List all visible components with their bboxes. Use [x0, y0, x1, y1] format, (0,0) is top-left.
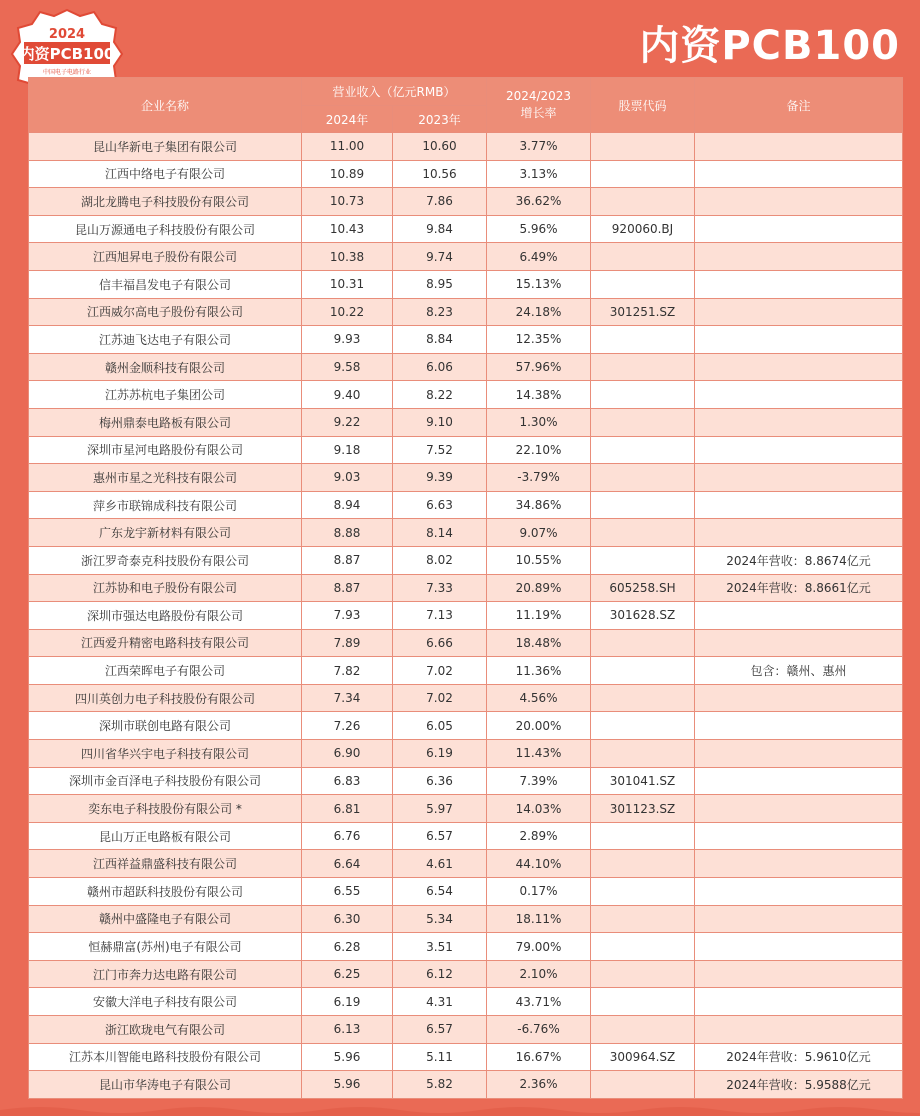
table-row: [29, 574, 903, 602]
note-cell: [695, 933, 903, 961]
note-cell: [695, 353, 903, 381]
company-cell: 赣州金顺科技有限公司: [29, 353, 302, 381]
revenue-2024-cell: 6.30: [302, 905, 393, 933]
revenue-2024-cell: 10.43: [302, 215, 393, 243]
table-row: [29, 243, 903, 271]
table-row: [29, 546, 903, 574]
note-cell: [695, 988, 903, 1016]
company-cell: 奕东电子科技股份有限公司 *: [29, 795, 302, 823]
stock-code-cell: [591, 740, 695, 768]
note-cell: [695, 491, 903, 519]
note-cell: [695, 326, 903, 354]
growth-cell: 24.18%: [487, 298, 591, 326]
stock-code-cell: [591, 850, 695, 878]
company-cell: 深圳市金百泽电子科技股份有限公司: [29, 767, 302, 795]
revenue-2024-cell: 9.93: [302, 326, 393, 354]
note-cell: [695, 795, 903, 823]
revenue-2023-cell: 8.02: [393, 546, 487, 574]
bottom-wave-decoration: [0, 1104, 920, 1116]
company-cell: 江西祥益鼎盛科技有限公司: [29, 850, 302, 878]
note-cell: [695, 1016, 903, 1044]
revenue-2023-cell: 5.97: [393, 795, 487, 823]
revenue-2024-cell: 10.22: [302, 298, 393, 326]
company-cell: 信丰福昌发电子有限公司: [29, 270, 302, 298]
table-row: [29, 491, 903, 519]
note-cell: [695, 270, 903, 298]
growth-cell: 3.77%: [487, 133, 591, 161]
revenue-2023-cell: 7.02: [393, 684, 487, 712]
revenue-2023-cell: 6.12: [393, 960, 487, 988]
note-cell: [695, 436, 903, 464]
revenue-2024-cell: 8.94: [302, 491, 393, 519]
stock-code-cell: 301041.SZ: [591, 767, 695, 795]
page-title: 内资PCB100: [639, 23, 900, 69]
table-row: [29, 1043, 903, 1071]
company-cell: 深圳市强达电路股份有限公司: [29, 602, 302, 630]
revenue-2023-cell: 3.51: [393, 933, 487, 961]
company-cell: 萍乡市联锦成科技有限公司: [29, 491, 302, 519]
revenue-2024-cell: 6.76: [302, 822, 393, 850]
note-cell: [695, 243, 903, 271]
growth-cell: 7.39%: [487, 767, 591, 795]
revenue-2024-cell: 6.19: [302, 988, 393, 1016]
stock-code-cell: [591, 1016, 695, 1044]
revenue-table: [28, 77, 903, 1099]
note-cell: [695, 381, 903, 409]
revenue-2024-cell: 10.31: [302, 270, 393, 298]
revenue-2024-cell: 6.55: [302, 878, 393, 906]
stock-code-cell: [591, 933, 695, 961]
revenue-2024-cell: 10.38: [302, 243, 393, 271]
table-row: [29, 629, 903, 657]
header-stock: 股票代码: [591, 78, 695, 133]
badge-sub1: 中国电子电路行业: [42, 69, 92, 76]
stock-code-cell: [591, 988, 695, 1016]
note-cell: [695, 188, 903, 216]
stock-code-cell: [591, 464, 695, 492]
growth-cell: 2.36%: [487, 1071, 591, 1099]
table-row: [29, 160, 903, 188]
growth-cell: 18.48%: [487, 629, 591, 657]
revenue-2024-cell: 7.34: [302, 684, 393, 712]
company-cell: 江西荣晖电子有限公司: [29, 657, 302, 685]
revenue-2024-cell: 9.40: [302, 381, 393, 409]
growth-cell: 11.43%: [487, 740, 591, 768]
table-row: [29, 850, 903, 878]
revenue-2023-cell: 6.05: [393, 712, 487, 740]
revenue-2023-cell: 9.84: [393, 215, 487, 243]
note-cell: [695, 740, 903, 768]
company-cell: 湖北龙腾电子科技股份有限公司: [29, 188, 302, 216]
growth-cell: 36.62%: [487, 188, 591, 216]
note-cell: [695, 298, 903, 326]
growth-cell: 6.49%: [487, 243, 591, 271]
note-cell: 2024年营收：5.9610亿元: [695, 1043, 903, 1071]
revenue-2024-cell: 6.64: [302, 850, 393, 878]
table-row: [29, 1071, 903, 1099]
stock-code-cell: [591, 326, 695, 354]
stock-code-cell: [591, 491, 695, 519]
header-2023: 2023年: [393, 106, 487, 133]
table-row: [29, 905, 903, 933]
note-cell: [695, 215, 903, 243]
note-cell: [695, 905, 903, 933]
revenue-2024-cell: 11.00: [302, 133, 393, 161]
note-cell: [695, 160, 903, 188]
revenue-2023-cell: 8.22: [393, 381, 487, 409]
company-cell: 深圳市联创电路有限公司: [29, 712, 302, 740]
revenue-2023-cell: 7.02: [393, 657, 487, 685]
growth-cell: 16.67%: [487, 1043, 591, 1071]
table-row: [29, 602, 903, 630]
table-row: [29, 657, 903, 685]
table-row: [29, 298, 903, 326]
table-row: [29, 822, 903, 850]
company-cell: 四川省华兴宇电子科技有限公司: [29, 740, 302, 768]
revenue-2024-cell: 8.88: [302, 519, 393, 547]
company-cell: 昆山万源通电子科技股份有限公司: [29, 215, 302, 243]
note-cell: [695, 519, 903, 547]
stock-code-cell: 301628.SZ: [591, 602, 695, 630]
growth-cell: 20.00%: [487, 712, 591, 740]
revenue-2024-cell: 8.87: [302, 546, 393, 574]
note-cell: [695, 822, 903, 850]
company-cell: 昆山市华涛电子有限公司: [29, 1071, 302, 1099]
company-cell: 江苏本川智能电路科技股份有限公司: [29, 1043, 302, 1071]
growth-cell: 11.36%: [487, 657, 591, 685]
company-cell: 深圳市星河电路股份有限公司: [29, 436, 302, 464]
stock-code-cell: [591, 133, 695, 161]
revenue-2023-cell: 4.31: [393, 988, 487, 1016]
revenue-2023-cell: 10.56: [393, 160, 487, 188]
revenue-2023-cell: 10.60: [393, 133, 487, 161]
growth-cell: 57.96%: [487, 353, 591, 381]
company-cell: 江苏协和电子股份有限公司: [29, 574, 302, 602]
growth-cell: 11.19%: [487, 602, 591, 630]
revenue-2023-cell: 6.36: [393, 767, 487, 795]
revenue-2024-cell: 9.18: [302, 436, 393, 464]
company-cell: 昆山万正电路板有限公司: [29, 822, 302, 850]
stock-code-cell: [591, 684, 695, 712]
table-row: [29, 270, 903, 298]
revenue-2023-cell: 8.23: [393, 298, 487, 326]
growth-cell: -3.79%: [487, 464, 591, 492]
revenue-2023-cell: 6.19: [393, 740, 487, 768]
revenue-2024-cell: 8.87: [302, 574, 393, 602]
revenue-2023-cell: 6.06: [393, 353, 487, 381]
stock-code-cell: [591, 160, 695, 188]
revenue-2024-cell: 7.89: [302, 629, 393, 657]
growth-cell: 12.35%: [487, 326, 591, 354]
note-cell: 2024年营收：8.8661亿元: [695, 574, 903, 602]
note-cell: 2024年营收：8.8674亿元: [695, 546, 903, 574]
note-cell: [695, 408, 903, 436]
stock-code-cell: [591, 629, 695, 657]
growth-cell: -6.76%: [487, 1016, 591, 1044]
table-row: [29, 215, 903, 243]
stock-code-cell: [591, 188, 695, 216]
revenue-2023-cell: 8.95: [393, 270, 487, 298]
revenue-2024-cell: 6.28: [302, 933, 393, 961]
table-row: [29, 381, 903, 409]
stock-code-cell: [591, 408, 695, 436]
header-growth: 2024/2023 增长率: [487, 78, 591, 133]
revenue-2024-cell: 5.96: [302, 1043, 393, 1071]
stock-code-cell: [591, 270, 695, 298]
revenue-2023-cell: 9.10: [393, 408, 487, 436]
revenue-2024-cell: 7.93: [302, 602, 393, 630]
growth-cell: 43.71%: [487, 988, 591, 1016]
table-row: [29, 988, 903, 1016]
header-note: 备注: [695, 78, 903, 133]
growth-cell: 1.30%: [487, 408, 591, 436]
revenue-2024-cell: 10.73: [302, 188, 393, 216]
revenue-2023-cell: 6.54: [393, 878, 487, 906]
revenue-2024-cell: 6.81: [302, 795, 393, 823]
revenue-2023-cell: 9.39: [393, 464, 487, 492]
badge-year: 2024: [48, 27, 86, 42]
company-cell: 安徽大洋电子科技有限公司: [29, 988, 302, 1016]
growth-cell: 10.55%: [487, 546, 591, 574]
revenue-2023-cell: 8.14: [393, 519, 487, 547]
company-cell: 江门市奔力达电路有限公司: [29, 960, 302, 988]
header-2024: 2024年: [302, 106, 393, 133]
company-cell: 昆山华新电子集团有限公司: [29, 133, 302, 161]
table-row: [29, 878, 903, 906]
stock-code-cell: [591, 657, 695, 685]
revenue-2023-cell: 6.66: [393, 629, 487, 657]
growth-cell: 22.10%: [487, 436, 591, 464]
growth-cell: 2.89%: [487, 822, 591, 850]
table-row: [29, 767, 903, 795]
company-cell: 广东龙宇新材料有限公司: [29, 519, 302, 547]
growth-cell: 2.10%: [487, 960, 591, 988]
company-cell: 恒赫鼎富(苏州)电子有限公司: [29, 933, 302, 961]
table-row: [29, 408, 903, 436]
table-row: [29, 740, 903, 768]
company-cell: 惠州市星之光科技有限公司: [29, 464, 302, 492]
stock-code-cell: 920060.BJ: [591, 215, 695, 243]
revenue-2024-cell: 9.58: [302, 353, 393, 381]
company-cell: 梅州鼎泰电路板有限公司: [29, 408, 302, 436]
badge-title: 内资PCB100: [19, 45, 115, 63]
stock-code-cell: [591, 546, 695, 574]
note-cell: [695, 602, 903, 630]
revenue-2023-cell: 7.52: [393, 436, 487, 464]
growth-cell: 9.07%: [487, 519, 591, 547]
revenue-2024-cell: 5.96: [302, 1071, 393, 1099]
company-cell: 江西威尔高电子股份有限公司: [29, 298, 302, 326]
growth-cell: 34.86%: [487, 491, 591, 519]
note-cell: [695, 850, 903, 878]
revenue-2023-cell: 7.86: [393, 188, 487, 216]
table-row: [29, 133, 903, 161]
company-cell: 浙江欧珑电气有限公司: [29, 1016, 302, 1044]
stock-code-cell: [591, 960, 695, 988]
revenue-2024-cell: 7.82: [302, 657, 393, 685]
table-row: [29, 436, 903, 464]
revenue-2023-cell: 6.57: [393, 1016, 487, 1044]
table-row: [29, 960, 903, 988]
table-row: [29, 684, 903, 712]
revenue-2023-cell: 5.82: [393, 1071, 487, 1099]
growth-cell: 79.00%: [487, 933, 591, 961]
note-cell: [695, 960, 903, 988]
revenue-2023-cell: 7.13: [393, 602, 487, 630]
company-cell: 江西旭昇电子股份有限公司: [29, 243, 302, 271]
revenue-2024-cell: 6.13: [302, 1016, 393, 1044]
revenue-2024-cell: 7.26: [302, 712, 393, 740]
stock-code-cell: [591, 1071, 695, 1099]
table-row: [29, 795, 903, 823]
company-cell: 四川英创力电子科技股份有限公司: [29, 684, 302, 712]
revenue-2023-cell: 5.34: [393, 905, 487, 933]
stock-code-cell: [591, 436, 695, 464]
company-cell: 赣州中盛隆电子有限公司: [29, 905, 302, 933]
growth-cell: 4.56%: [487, 684, 591, 712]
stock-code-cell: [591, 519, 695, 547]
growth-cell: 5.96%: [487, 215, 591, 243]
revenue-2023-cell: 5.11: [393, 1043, 487, 1071]
revenue-2023-cell: 9.74: [393, 243, 487, 271]
revenue-2023-cell: 4.61: [393, 850, 487, 878]
note-cell: 包含：赣州、惠州: [695, 657, 903, 685]
growth-cell: 14.38%: [487, 381, 591, 409]
table-row: [29, 712, 903, 740]
revenue-2024-cell: 9.03: [302, 464, 393, 492]
revenue-2023-cell: 8.84: [393, 326, 487, 354]
revenue-2023-cell: 6.63: [393, 491, 487, 519]
growth-cell: 14.03%: [487, 795, 591, 823]
stock-code-cell: [591, 243, 695, 271]
table-row: [29, 464, 903, 492]
revenue-2024-cell: 6.25: [302, 960, 393, 988]
company-cell: 江苏迪飞达电子有限公司: [29, 326, 302, 354]
table-row: [29, 933, 903, 961]
company-cell: 江西中络电子有限公司: [29, 160, 302, 188]
table-row: [29, 353, 903, 381]
note-cell: [695, 629, 903, 657]
note-cell: [695, 464, 903, 492]
company-cell: 浙江罗奇泰克科技股份有限公司: [29, 546, 302, 574]
growth-cell: 44.10%: [487, 850, 591, 878]
note-cell: [695, 767, 903, 795]
stock-code-cell: 605258.SH: [591, 574, 695, 602]
growth-cell: 20.89%: [487, 574, 591, 602]
growth-cell: 18.11%: [487, 905, 591, 933]
growth-cell: 15.13%: [487, 270, 591, 298]
table-row: [29, 188, 903, 216]
header-revenue: 营业收入（亿元RMB）: [302, 78, 487, 106]
revenue-2024-cell: 10.89: [302, 160, 393, 188]
stock-code-cell: [591, 822, 695, 850]
note-cell: 2024年营收：5.9588亿元: [695, 1071, 903, 1099]
stock-code-cell: [591, 712, 695, 740]
revenue-2024-cell: 6.90: [302, 740, 393, 768]
note-cell: [695, 878, 903, 906]
note-cell: [695, 684, 903, 712]
stock-code-cell: [591, 381, 695, 409]
growth-cell: 3.13%: [487, 160, 591, 188]
revenue-2024-cell: 6.83: [302, 767, 393, 795]
company-cell: 赣州市超跃科技股份有限公司: [29, 878, 302, 906]
company-cell: 江苏苏杭电子集团公司: [29, 381, 302, 409]
revenue-2023-cell: 6.57: [393, 822, 487, 850]
stock-code-cell: [591, 353, 695, 381]
table-row: [29, 326, 903, 354]
revenue-2024-cell: 9.22: [302, 408, 393, 436]
company-cell: 江西爱升精密电路科技有限公司: [29, 629, 302, 657]
stock-code-cell: 301251.SZ: [591, 298, 695, 326]
stock-code-cell: 300964.SZ: [591, 1043, 695, 1071]
growth-cell: 0.17%: [487, 878, 591, 906]
stock-code-cell: [591, 905, 695, 933]
stock-code-cell: [591, 878, 695, 906]
header-company: 企业名称: [29, 78, 302, 133]
revenue-2023-cell: 7.33: [393, 574, 487, 602]
table-row: [29, 519, 903, 547]
stock-code-cell: 301123.SZ: [591, 795, 695, 823]
note-cell: [695, 712, 903, 740]
note-cell: [695, 133, 903, 161]
table-row: [29, 1016, 903, 1044]
